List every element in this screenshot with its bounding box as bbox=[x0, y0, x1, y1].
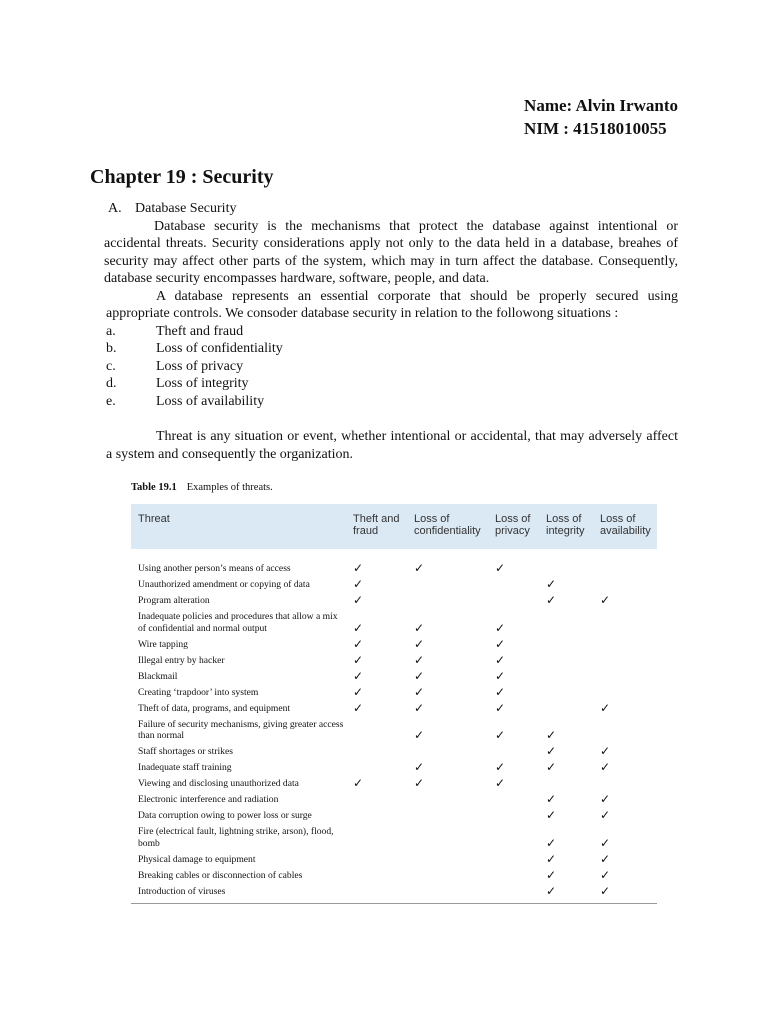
check-icon: ✓ bbox=[546, 808, 557, 822]
check-icon: ✓ bbox=[495, 700, 506, 715]
student-nim: NIM : 41518010055 bbox=[524, 119, 667, 138]
table-row bbox=[131, 701, 657, 717]
check-icon: ✓ bbox=[414, 652, 425, 667]
table-row bbox=[131, 760, 657, 776]
threat-cell: Using another person’s means of access bbox=[138, 563, 291, 574]
situation-item bbox=[106, 323, 678, 341]
check-icon: ✓ bbox=[353, 636, 364, 651]
check-icon: ✓ bbox=[353, 776, 364, 790]
empty-cell bbox=[349, 852, 410, 868]
table-row bbox=[131, 593, 657, 609]
empty-cell bbox=[491, 852, 542, 868]
check-icon: ✓ bbox=[546, 835, 557, 850]
check-icon: ✓ bbox=[414, 700, 425, 715]
situation-label: d. bbox=[106, 376, 117, 391]
empty-cell bbox=[349, 717, 410, 745]
empty-cell bbox=[410, 824, 491, 852]
check-icon: ✓ bbox=[546, 760, 557, 774]
table-row bbox=[131, 717, 657, 745]
empty-cell bbox=[491, 792, 542, 808]
table-row bbox=[131, 776, 657, 792]
check-icon: ✓ bbox=[353, 684, 364, 699]
empty-cell bbox=[410, 884, 491, 904]
check-icon: ✓ bbox=[414, 668, 425, 683]
table-row bbox=[131, 884, 657, 904]
empty-cell bbox=[542, 549, 596, 577]
empty-cell bbox=[410, 808, 491, 824]
empty-cell bbox=[349, 808, 410, 824]
empty-cell bbox=[349, 824, 410, 852]
check-icon: ✓ bbox=[495, 776, 506, 790]
threat-cell: Blackmail bbox=[138, 670, 178, 682]
section-heading bbox=[108, 200, 678, 218]
threat-cell: Inadequate policies and procedures that allow a mix of confidential and normal output bbox=[138, 611, 338, 634]
empty-cell bbox=[491, 577, 542, 593]
situation-label: a. bbox=[106, 323, 116, 339]
check-icon: ✓ bbox=[600, 835, 611, 850]
section-title: Database Security bbox=[135, 201, 237, 216]
situation-item bbox=[106, 375, 678, 393]
check-icon: ✓ bbox=[353, 593, 364, 607]
check-icon: ✓ bbox=[414, 684, 425, 699]
situation-text: Loss of confidentiality bbox=[156, 341, 283, 356]
column-header: Loss of integrity bbox=[542, 504, 596, 549]
table-caption bbox=[131, 482, 273, 493]
check-icon: ✓ bbox=[546, 744, 557, 758]
check-icon: ✓ bbox=[495, 684, 506, 699]
paragraph-definition: Database security is the mechanisms that protect the database against intentional or accidental threats. Security considerations apply not only to the data held in a database, breahes of security may affect other parts of the system, which may in turn affect the database. Consequently, database security encompasses hardware, software, people, and data. bbox=[104, 218, 678, 286]
column-header: Loss of privacy bbox=[491, 504, 542, 549]
threat-cell: Program alteration bbox=[138, 595, 210, 606]
threat-cell: Wire tapping bbox=[138, 638, 188, 650]
table-row bbox=[131, 792, 657, 808]
check-icon: ✓ bbox=[600, 851, 611, 866]
empty-cell bbox=[349, 744, 410, 760]
check-icon: ✓ bbox=[546, 792, 557, 806]
empty-cell bbox=[349, 760, 410, 776]
paragraph-situations-intro: A database represents an essential corporate that should be properly secured using appropriate controls. We consoder database security in relation to the followong situations : bbox=[106, 288, 678, 321]
column-header: Loss of confidentiality bbox=[410, 504, 491, 549]
table-row bbox=[131, 685, 657, 701]
threat-cell: Fire (electrical fault, lightning strike, arson), flood, bomb bbox=[138, 826, 334, 849]
section-marker: A. bbox=[108, 201, 122, 216]
empty-cell bbox=[349, 884, 410, 904]
table-row bbox=[131, 824, 657, 852]
table-row bbox=[131, 852, 657, 868]
student-name: Name: Alvin Irwanto bbox=[524, 96, 678, 115]
paragraph-threat-definition: Threat is any situation or event, whether intentional or accidental, that may adversely affect a system and consequently the organization. bbox=[106, 429, 678, 462]
table-body bbox=[131, 549, 657, 904]
check-icon: ✓ bbox=[414, 620, 425, 635]
threat-cell: Creating ‘trapdoor’ into system bbox=[138, 686, 259, 698]
chapter-title: Chapter 19 : Security bbox=[90, 166, 274, 188]
threat-cell: Inadequate staff training bbox=[138, 762, 232, 773]
table-row bbox=[131, 549, 657, 577]
threat-cell: Theft of data, programs, and equipment bbox=[138, 702, 291, 714]
empty-cell bbox=[542, 637, 596, 653]
check-icon: ✓ bbox=[600, 593, 611, 607]
threat-cell: Electronic interference and radiation bbox=[138, 794, 279, 805]
threat-cell: Illegal entry by hacker bbox=[138, 654, 225, 666]
check-icon: ✓ bbox=[495, 620, 506, 635]
table-row bbox=[131, 577, 657, 593]
check-icon: ✓ bbox=[353, 620, 364, 635]
check-icon: ✓ bbox=[414, 728, 425, 742]
empty-cell bbox=[410, 792, 491, 808]
check-icon: ✓ bbox=[353, 652, 364, 667]
empty-cell bbox=[542, 701, 596, 717]
empty-cell bbox=[410, 593, 491, 609]
empty-cell bbox=[542, 685, 596, 701]
check-icon: ✓ bbox=[414, 636, 425, 651]
check-icon: ✓ bbox=[600, 700, 611, 715]
threat-cell: Introduction of viruses bbox=[131, 884, 349, 904]
threat-cell: Data corruption owing to power loss or surge bbox=[138, 810, 312, 821]
student-header bbox=[524, 94, 678, 140]
threat-cell: Staff shortages or strikes bbox=[138, 746, 233, 757]
empty-cell bbox=[410, 577, 491, 593]
empty-cell bbox=[596, 637, 657, 653]
empty-cell bbox=[410, 852, 491, 868]
empty-cell bbox=[596, 685, 657, 701]
check-icon: ✓ bbox=[495, 652, 506, 667]
empty-cell bbox=[596, 717, 657, 745]
check-icon: ✓ bbox=[600, 760, 611, 774]
table-row bbox=[131, 808, 657, 824]
empty-cell bbox=[596, 776, 657, 792]
check-icon: ✓ bbox=[542, 884, 596, 904]
situation-item bbox=[106, 340, 678, 358]
table-row bbox=[131, 669, 657, 685]
situation-text: Loss of privacy bbox=[156, 358, 244, 374]
threat-cell: Physical damage to equipment bbox=[138, 853, 256, 865]
situations-list bbox=[106, 323, 678, 411]
situation-item bbox=[106, 358, 678, 376]
empty-cell bbox=[410, 868, 491, 884]
threat-cell: Unauthorized amendment or copying of data bbox=[138, 579, 310, 590]
check-icon: ✓ bbox=[600, 808, 611, 822]
check-icon: ✓ bbox=[353, 668, 364, 683]
check-icon: ✓ bbox=[353, 700, 364, 715]
empty-cell bbox=[491, 824, 542, 852]
column-header: Threat bbox=[131, 504, 349, 549]
check-icon: ✓ bbox=[353, 577, 364, 591]
check-icon: ✓ bbox=[414, 760, 425, 774]
column-header: Theft and fraud bbox=[349, 504, 410, 549]
check-icon: ✓ bbox=[596, 884, 657, 904]
threat-cell: Viewing and disclosing unauthorized data bbox=[138, 778, 299, 789]
table-row bbox=[131, 609, 657, 637]
empty-cell bbox=[542, 653, 596, 669]
table-row bbox=[131, 744, 657, 760]
check-icon: ✓ bbox=[600, 867, 611, 882]
empty-cell bbox=[491, 868, 542, 884]
empty-cell bbox=[596, 609, 657, 637]
empty-cell bbox=[410, 744, 491, 760]
empty-cell bbox=[596, 653, 657, 669]
table-row bbox=[131, 868, 657, 884]
check-icon: ✓ bbox=[495, 636, 506, 651]
check-icon: ✓ bbox=[353, 561, 364, 575]
empty-cell bbox=[542, 669, 596, 685]
threat-cell: Failure of security mechanisms, giving greater access than normal bbox=[138, 718, 344, 741]
check-icon: ✓ bbox=[546, 577, 557, 591]
situation-text: Theft and fraud bbox=[156, 323, 244, 339]
empty-cell bbox=[491, 884, 542, 904]
situation-label: e. bbox=[106, 393, 116, 409]
check-icon: ✓ bbox=[414, 776, 425, 790]
check-icon: ✓ bbox=[495, 728, 506, 742]
situation-text: Loss of integrity bbox=[156, 376, 249, 391]
empty-cell bbox=[349, 868, 410, 884]
check-icon: ✓ bbox=[546, 851, 557, 866]
threats-table bbox=[131, 504, 657, 904]
empty-cell bbox=[596, 577, 657, 593]
check-icon: ✓ bbox=[546, 728, 557, 742]
situation-text: Loss of availability bbox=[156, 393, 265, 409]
check-icon: ✓ bbox=[495, 561, 506, 575]
empty-cell bbox=[491, 808, 542, 824]
empty-cell bbox=[596, 669, 657, 685]
situation-label: b. bbox=[106, 341, 117, 356]
table-caption-label: Table 19.1 bbox=[131, 482, 177, 493]
check-icon: ✓ bbox=[600, 792, 611, 806]
column-header: Loss of availability bbox=[596, 504, 657, 549]
database-security-section bbox=[104, 200, 678, 463]
empty-cell bbox=[349, 792, 410, 808]
check-icon: ✓ bbox=[546, 593, 557, 607]
empty-cell bbox=[491, 593, 542, 609]
check-icon: ✓ bbox=[495, 668, 506, 683]
table-header-row bbox=[131, 504, 657, 549]
empty-cell bbox=[542, 776, 596, 792]
check-icon: ✓ bbox=[495, 760, 506, 774]
table-row bbox=[131, 637, 657, 653]
threat-cell: Breaking cables or disconnection of cables bbox=[138, 869, 303, 881]
empty-cell bbox=[542, 609, 596, 637]
situation-label: c. bbox=[106, 358, 116, 374]
empty-cell bbox=[491, 744, 542, 760]
situation-item bbox=[106, 393, 678, 411]
empty-cell bbox=[596, 549, 657, 577]
table-caption-text: Examples of threats. bbox=[186, 482, 273, 493]
check-icon: ✓ bbox=[600, 744, 611, 758]
check-icon: ✓ bbox=[414, 561, 425, 575]
check-icon: ✓ bbox=[546, 867, 557, 882]
table-row bbox=[131, 653, 657, 669]
